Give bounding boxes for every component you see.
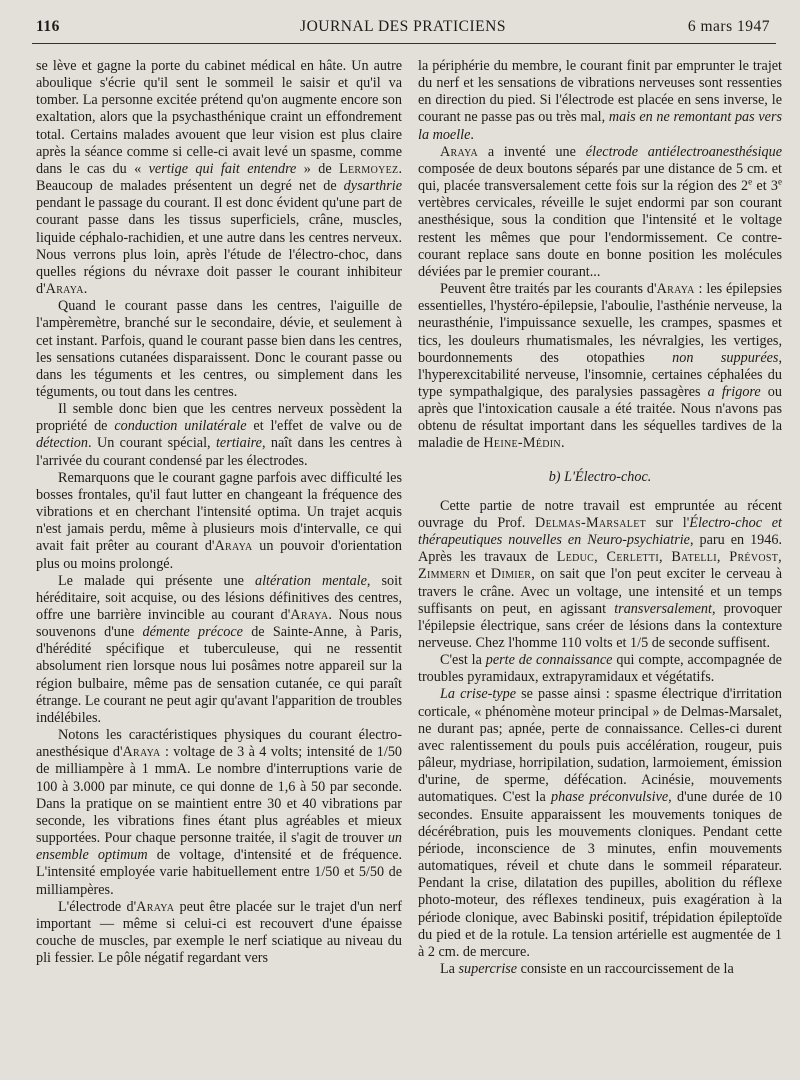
page-header	[36, 14, 770, 42]
paragraph: L'électrode d'Araya peut être placée sur le trajet d'un nerf important — même si celui-ci est recouvert d'une épaisse couche de muscles, par exemple le nerf sciatique au niveau du pli fessier. Le pôle négatif regardant vers	[36, 898, 403, 967]
page-number: 116	[36, 18, 60, 35]
paragraph: Il semble donc bien que les centres nerveux possèdent la propriété de conduction unilatérale et l'effet de valve ou de détection. Un courant spécial, tertiaire, naît dans les centres à l'arrivée du courant condensé par les électrodes.	[36, 401, 402, 469]
header-rule	[32, 43, 776, 44]
paragraph: Notons les caractéristiques physiques du courant électro-anesthésique d'Araya : voltage de 3 à 4 volts; intensité de 1/50 de milliampère à 1 mmA. Le nombre d'interruptions varie de 100 à 3.000 par minute, ce qui donne de 1,6 à 50 par seconde. Dans la pratique on se maintient entre 30 et 40 vibrations par seconde, les vibrations fines étant plus agréables et mieux supportées. Pour chaque personne traitée, il s'agit de trouver un ensemble optimum de voltage, d'intensité et de fréquence. L'intensité employée varie habituellement entre 1/50 et 5/50 de milliampères.	[36, 727, 403, 898]
paragraph: la périphérie du membre, le courant finit par emprunter le trajet du nerf et les sensations de vibrations nerveuses sont ressenties en direction du pied. Si l'électrode est placée en sens inverse, le courant ne passe pas ou très mal, mais en ne remontant pas vers la moelle.	[418, 58, 782, 143]
left-column	[36, 58, 402, 1072]
paragraph: Peuvent être traités par les courants d'Araya : les épilepsies essentielles, l'hystéro-épilepsie, l'aboulie, l'asthénie nerveuse, la neurasthénie, l'impuissance sexuelle, les crampes, spasmes et tics, les douleurs rhumatismales, les névralgies, les vertiges, bourdonnements des otopathies non suppurées, l'hyperexcitabilité nerveuse, l'insomnie, certaines céphalées du type sympathalgique, des paralysies passagères a frigore ou après que l'intoxication causale a été traitée. Nous n'avons pas obtenu de résultat important dans les séquelles tardives de la maladie de Heine-Médin.	[418, 281, 782, 452]
section-heading: b) L'Électro-choc.	[548, 468, 652, 485]
paragraph: La crise-type se passe ainsi : spasme électrique d'irritation corticale, « phénomène moteur principal » de Delmas-Marsalet, ne durant pas; apnée, perte de connaissance. Celles-ci durent avec ralentissement du pouls puis accélération, rougeur, puis pâleur, mydriase, horripilation, sudation, larmoiement, émission d'urine, de sperme, défécation. Acinésie, mouvements automatiques. C'est la phase préconvulsive, d'une durée de 10 secondes. Ensuite apparaissent les mouvements toniques de décérébration, puis les mouvements cloniques. Pendant cette période, inconscience de 3 minutes, enfin mouvements automatiques, réveil et chute dans le sommeil réparateur. Pendant la crise, dilatation des pupilles, abolition du réflexe photo-moteur, des réflexes tendineux, puis exagération à la période clonique, avec Babinski positif, trépidation épileptoïde du pied et de la rotule. La tension artérielle est augmentée de 1 à 2 cm. de mercure.	[418, 686, 782, 960]
paragraph: Araya a inventé une électrode antiélectroanesthésique composée de deux boutons séparés par une distance de 5 cm. et qui, placée transversalement cette fois sur la région des 2e et 3e vertèbres cervicales, réveille le sujet endormi par son courant anesthésique, sous la condition que l'intensité et le voltage restent les mêmes que pour l'endormissement. Ce contre-courant replace sans doute en bonne position les molécules déviées par le premier courant...	[418, 143, 782, 280]
paragraph: C'est la perte de connaissance qui compte, accompagnée de troubles pyramidaux, extrapyramidaux et végétatifs.	[418, 652, 782, 686]
paragraph: se lève et gagne la porte du cabinet médical en hâte. Un autre aboulique s'écrie qu'il sent le sommeil le saisir et qu'il va tomber. La personne excitée prétend qu'on augmente encore son exaltation, alors que la psychasthénique craint un effondrement total. Certains malades avouent que leur vision est plus claire après la séance comme si celle-ci avait levé un spasme, comme dans le cas du « vertige qui fait entendre » de Lermoyez. Beaucoup de malades présentent un degré net de dysarthrie pendant le passage du courant. Il est donc évident qu'une part de courant passe dans les tissus superficiels, crâne, muscles, liquide céphalo-rachidien, et une autre dans les centres nerveux. Nous verrons plus loin, après l'étude de l'électro-choc, dans quelles régions du névraxe doit passer le courant inhibiteur d'Araya.	[36, 58, 402, 298]
paragraph: Quand le courant passe dans les centres, l'aiguille de l'ampèremètre, branché sur le secondaire, dévie, et seulement à cet instant. Parfois, quand le courant passe bien dans les centres, les sensations cutanées disparaissent. Donc le courant passe ou dans les téguments et les centres, ou simplement dans les téguments, ou tout dans les centres.	[36, 298, 402, 400]
paragraph: Le malade qui présente une altération mentale, soit héréditaire, soit acquise, ou des lésions définitives des centres, offre une barrière invincible au courant d'Araya. Nous nous souvenons d'une démente précoce de Sainte-Anne, à Paris, d'hérédité spécifique et tuberculeuse, qui ne ressentit absolument rien lorsque nous lui posâmes notre appareil sur la région bulbaire, même pas de sensation cutanée, ce qui paraît étrange. Le courant ne peut agir qu'avant l'apparition de troubles indélébiles.	[36, 572, 403, 726]
journal-title: JOURNAL DES PRATICIENS	[300, 18, 506, 35]
right-column	[418, 58, 782, 1072]
paragraph: Cette partie de notre travail est empruntée au récent ouvrage du Prof. Delmas-Marsalet sur l'Électro-choc et thérapeutiques nouvelles en Neuro-psychiatrie, paru en 1946. Après les travaux de Leduc, Cerletti, Batelli, Prévost, Zimmern et Dimier, on sait que l'on peut exciter le cerveau à travers le crâne. Avec un voltage, une intensité et un temps suffisants on peut, en agissant transversalement, provoquer l'épilepsie électrique, sans créer de lésions dans la contexture nerveuse. Chez l'homme 110 volts et 1/5 de seconde suffisent.	[418, 497, 783, 651]
paragraph: Remarquons que le courant gagne parfois avec difficulté les bosses frontales, qu'il faut lutter en changeant la fréquence des vibrations et en cherchant l'intensité optima. Un trajet acquis n'est jamais perdu, même à plusieurs mois d'intervalle, ce qui avait fait prêter au courant d'Araya un pouvoir d'orientation plus ou moins prolongé.	[36, 469, 403, 572]
paragraph: La supercrise consiste en un raccourcissement de la	[440, 960, 734, 977]
issue-date: 6 mars 1947	[687, 18, 770, 35]
